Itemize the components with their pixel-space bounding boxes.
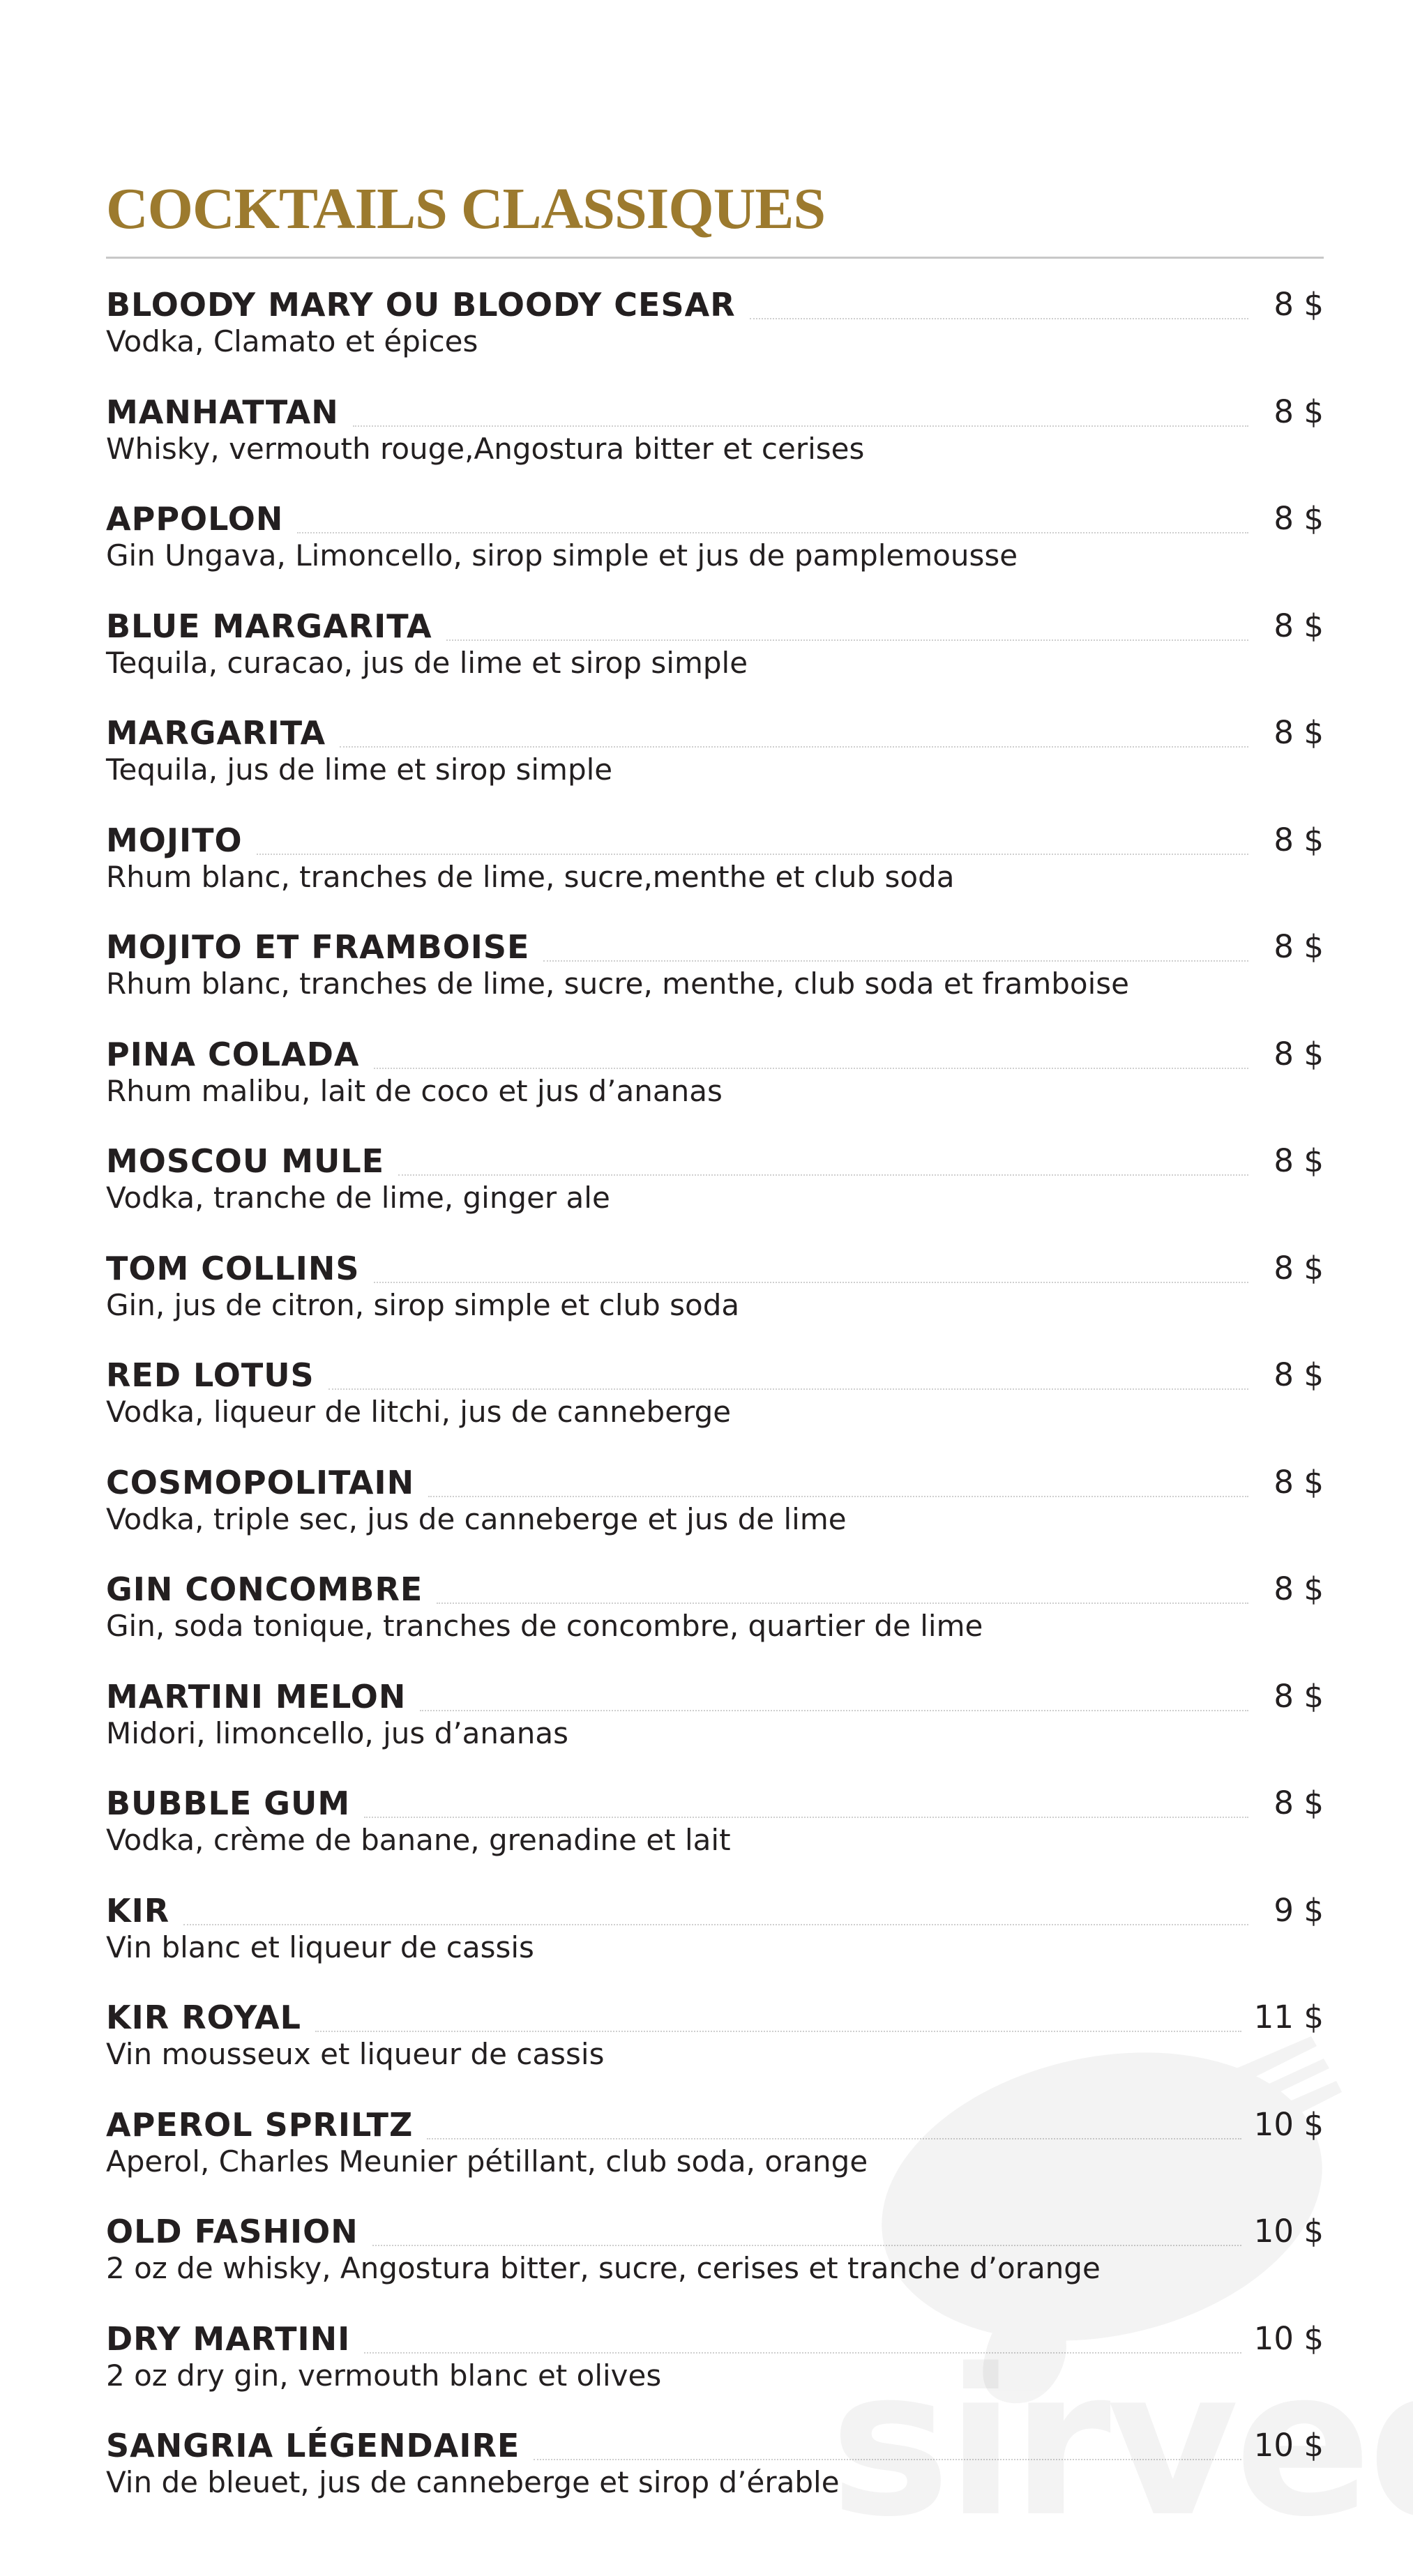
- menu-item-name: MOJITO ET FRAMBOISE: [106, 928, 530, 966]
- dotted-leader: [374, 1282, 1248, 1283]
- menu-item-description: Vodka, crème de banane, grenadine et lait: [106, 1823, 731, 1857]
- menu-item: [106, 1135, 1324, 1243]
- menu-item-name: OLD FASHION: [106, 2213, 358, 2250]
- menu-item: [106, 279, 1324, 386]
- menu-item-header: [106, 1992, 1324, 2038]
- menu-item: [106, 600, 1324, 708]
- dotted-leader: [446, 639, 1248, 641]
- menu-item-header: [106, 1349, 1324, 1395]
- dotted-leader: [315, 2031, 1241, 2032]
- menu-item-name: COSMOPOLITAIN: [106, 1463, 415, 1501]
- dotted-leader: [353, 425, 1248, 427]
- dotted-leader: [372, 2245, 1241, 2246]
- menu-item: [106, 493, 1324, 600]
- dotted-leader: [437, 1603, 1248, 1604]
- dotted-leader: [297, 532, 1248, 533]
- menu-item: [106, 2420, 1324, 2527]
- menu-item: [106, 1671, 1324, 1778]
- dotted-leader: [427, 2138, 1241, 2139]
- menu-item-name: MOJITO: [106, 821, 243, 859]
- menu-item-description: Rhum malibu, lait de coco et jus d’ananas: [106, 1073, 723, 1108]
- menu-item-name: SANGRIA LÉGENDAIRE: [106, 2427, 520, 2464]
- menu-item-price: 8 $: [1274, 1677, 1324, 1715]
- menu-item: [106, 1243, 1324, 1350]
- menu-item: [106, 1885, 1324, 1992]
- menu-item-description: Midori, limoncello, jus d’ananas: [106, 1715, 568, 1750]
- menu-item-header: [106, 1029, 1324, 1075]
- menu-item-header: [106, 600, 1324, 646]
- menu-item-name: BLOODY MARY OU BLOODY CESAR: [106, 286, 736, 324]
- menu-item-description: Tequila, curacao, jus de lime et sirop simple: [106, 645, 748, 680]
- menu-item-description: Gin, soda tonique, tranches de concombre, quartier de lime: [106, 1609, 983, 1643]
- dotted-leader: [364, 1817, 1248, 1818]
- menu-item: [106, 1349, 1324, 1457]
- menu-item-name: MARTINI MELON: [106, 1677, 407, 1715]
- menu-item-price: 8 $: [1274, 607, 1324, 644]
- menu-item-description: Rhum blanc, tranches de lime, sucre, menthe, club soda et framboise: [106, 967, 1129, 1001]
- menu-item-description: Whisky, vermouth rouge,Angostura bitter et cerises: [106, 431, 865, 466]
- menu-item-price: 8 $: [1274, 1249, 1324, 1287]
- menu-item-price: 8 $: [1274, 1463, 1324, 1501]
- menu-item: [106, 1563, 1324, 1671]
- menu-item-header: [106, 815, 1324, 861]
- dotted-leader: [420, 1710, 1248, 1711]
- menu-item: [106, 707, 1324, 815]
- menu-item: [106, 815, 1324, 922]
- menu-item-header: [106, 386, 1324, 432]
- dotted-leader: [543, 960, 1248, 962]
- menu-item-price: 9 $: [1274, 1891, 1324, 1929]
- section-title: COCKTAILS CLASSIQUES: [106, 176, 826, 241]
- menu-item: [106, 2206, 1324, 2313]
- dotted-leader: [183, 1924, 1248, 1925]
- dotted-leader: [534, 2459, 1241, 2460]
- menu-item-header: [106, 921, 1324, 967]
- menu-item-price: 8 $: [1274, 1785, 1324, 1821]
- menu-item-description: Vodka, liqueur de litchi, jus de canneberge: [106, 1395, 732, 1429]
- title-divider: [106, 257, 1324, 259]
- menu-item-description: Vin blanc et liqueur de cassis: [106, 1930, 534, 1964]
- menu-item-header: [106, 2420, 1324, 2466]
- dotted-leader: [374, 1068, 1248, 1069]
- menu-item-description: Tequila, jus de lime et sirop simple: [106, 752, 613, 787]
- menu-item-description: 2 oz dry gin, vermouth blanc et olives: [106, 2358, 662, 2393]
- menu-item-description: Gin Ungava, Limoncello, sirop simple et jus de pamplemousse: [106, 538, 1018, 573]
- menu-item-name: BLUE MARGARITA: [106, 607, 432, 645]
- menu-item-header: [106, 1885, 1324, 1931]
- menu-item-header: [106, 1563, 1324, 1609]
- menu-item-description: Aperol, Charles Meunier pétillant, club soda, orange: [106, 2144, 868, 2179]
- menu-items-list: [106, 279, 1324, 2527]
- menu-item-header: [106, 2206, 1324, 2252]
- menu-item: [106, 1457, 1324, 1564]
- menu-item-price: 8 $: [1274, 286, 1324, 323]
- menu-item-price: 8 $: [1274, 1570, 1324, 1607]
- menu-item-description: Vodka, Clamato et épices: [106, 324, 478, 358]
- menu-item-description: Gin, jus de citron, sirop simple et club soda: [106, 1287, 740, 1322]
- menu-item-header: [106, 1243, 1324, 1289]
- menu-item-name: MARGARITA: [106, 714, 326, 752]
- menu-item-description: Vodka, tranche de lime, ginger ale: [106, 1181, 610, 1215]
- menu-item-header: [106, 1135, 1324, 1181]
- menu-item-name: APEROL SPRILTZ: [106, 2105, 414, 2144]
- menu-item-price: 10 $: [1253, 2105, 1324, 2143]
- menu-item-price: 10 $: [1253, 2213, 1324, 2250]
- menu-item: [106, 921, 1324, 1029]
- menu-item-name: BUBBLE GUM: [106, 1785, 351, 1822]
- menu-item-name: TOM COLLINS: [106, 1249, 360, 1287]
- menu-item-header: [106, 1457, 1324, 1503]
- menu-item-name: PINA COLADA: [106, 1035, 360, 1073]
- menu-item-name: KIR ROYAL: [106, 1999, 301, 2036]
- menu-item-price: 8 $: [1274, 500, 1324, 537]
- menu-item-price: 8 $: [1274, 821, 1324, 858]
- dotted-leader: [398, 1174, 1248, 1176]
- menu-item-name: MOSCOU MULE: [106, 1142, 385, 1180]
- menu-item-header: [106, 1778, 1324, 1824]
- menu-item-price: 10 $: [1253, 2319, 1324, 2357]
- menu-item-name: DRY MARTINI: [106, 2319, 351, 2358]
- menu-item-header: [106, 2313, 1324, 2359]
- menu-item-price: 8 $: [1274, 1142, 1324, 1179]
- menu-item-price: 11 $: [1253, 1999, 1324, 2036]
- menu-item: [106, 1992, 1324, 2099]
- dotted-leader: [750, 318, 1248, 319]
- menu-item-price: 8 $: [1274, 1356, 1324, 1393]
- menu-item: [106, 2099, 1324, 2206]
- menu-item-header: [106, 707, 1324, 753]
- menu-item-header: [106, 1671, 1324, 1717]
- menu-item-name: APPOLON: [106, 500, 284, 538]
- menu-item-price: 8 $: [1274, 928, 1324, 965]
- menu-item-description: 2 oz de whisky, Angostura bitter, sucre, cerises et tranche d’orange: [106, 2251, 1101, 2285]
- dotted-leader: [364, 2352, 1241, 2354]
- menu-item-description: Rhum blanc, tranches de lime, sucre,menthe et club soda: [106, 859, 955, 894]
- menu-item-price: 8 $: [1274, 1035, 1324, 1073]
- menu-item-price: 10 $: [1253, 2427, 1324, 2464]
- menu-item-name: KIR: [106, 1891, 170, 1930]
- menu-item-description: Vin de bleuet, jus de canneberge et sirop d’érable: [106, 2465, 840, 2499]
- menu-item-header: [106, 493, 1324, 539]
- menu-item: [106, 2313, 1324, 2420]
- dotted-leader: [328, 1388, 1248, 1390]
- dotted-leader: [340, 746, 1248, 748]
- dotted-leader: [428, 1496, 1248, 1497]
- dotted-leader: [257, 854, 1248, 855]
- menu-item: [106, 1029, 1324, 1136]
- menu-item-header: [106, 2099, 1324, 2145]
- menu-item-header: [106, 279, 1324, 325]
- menu-item-price: 8 $: [1274, 393, 1324, 430]
- menu-item: [106, 386, 1324, 494]
- menu-item-description: Vin mousseux et liqueur de cassis: [106, 2037, 605, 2071]
- menu-item-name: RED LOTUS: [106, 1356, 315, 1394]
- menu-item-name: MANHATTAN: [106, 393, 339, 431]
- menu-item-price: 8 $: [1274, 714, 1324, 751]
- menu-item: [106, 1778, 1324, 1885]
- menu-item-description: Vodka, triple sec, jus de canneberge et jus de lime: [106, 1501, 847, 1536]
- menu-item-name: GIN CONCOMBRE: [106, 1570, 423, 1608]
